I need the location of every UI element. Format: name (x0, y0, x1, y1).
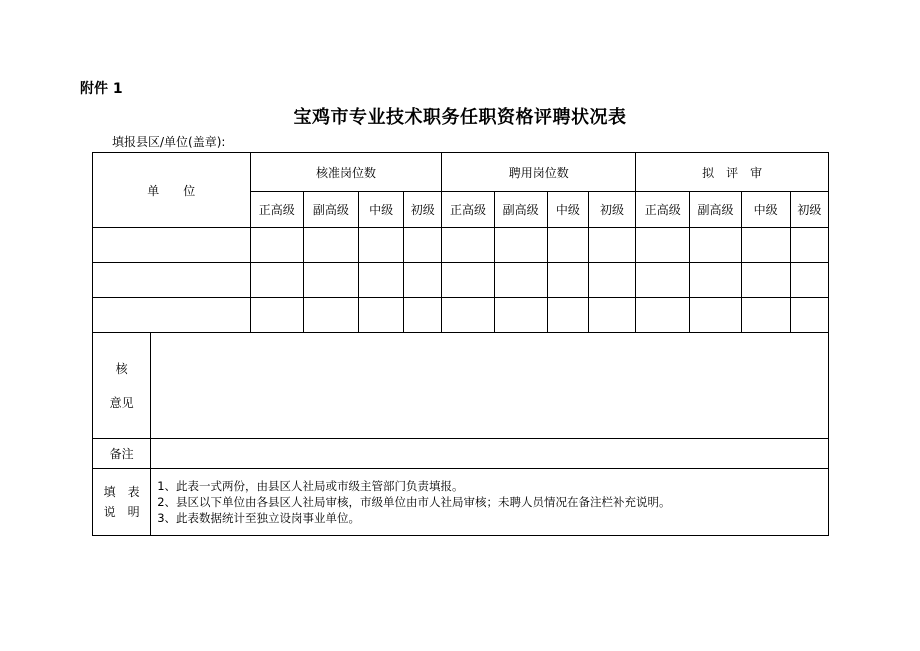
qualification-table (92, 152, 829, 536)
unit-header: 单 位 (93, 153, 251, 228)
data-cell[interactable] (690, 263, 741, 298)
instruction-item: 2、县区以下单位由各县区人社局审核，市级单位由市人社局审核；未聘人员情况在备注栏补充说明。 (157, 495, 671, 509)
data-cell[interactable] (250, 298, 303, 333)
data-cell[interactable] (790, 263, 828, 298)
group-header-row (93, 153, 829, 192)
instructions-text (151, 469, 829, 536)
data-cell[interactable] (741, 263, 790, 298)
instruction-item: 3、此表数据统计至独立设岗事业单位。 (157, 511, 361, 525)
level-header: 副高级 (303, 192, 358, 228)
opinion-label-line-1: 核 (115, 361, 128, 376)
data-cell[interactable] (303, 228, 358, 263)
level-header: 副高级 (494, 192, 547, 228)
level-header: 正高级 (442, 192, 494, 228)
level-header: 正高级 (250, 192, 303, 228)
data-cell[interactable] (359, 263, 404, 298)
data-cell[interactable] (404, 228, 442, 263)
data-cell[interactable] (359, 228, 404, 263)
opinion-label (93, 333, 151, 439)
data-cell[interactable] (790, 228, 828, 263)
unit-cell[interactable] (93, 263, 251, 298)
group-header-to-review: 拟 评 审 (636, 153, 829, 192)
form-title: 宝鸡市专业技术职务任职资格评聘状况表 (293, 107, 627, 128)
data-cell[interactable] (494, 263, 547, 298)
level-header: 中级 (359, 192, 404, 228)
group-header-employed: 聘用岗位数 (442, 153, 636, 192)
data-cell[interactable] (790, 298, 828, 333)
data-cell[interactable] (636, 298, 690, 333)
data-cell[interactable] (404, 298, 442, 333)
data-cell[interactable] (547, 298, 588, 333)
data-cell[interactable] (547, 263, 588, 298)
level-header: 中级 (741, 192, 790, 228)
opinion-label-line-2: 意见 (109, 395, 134, 410)
level-header: 初级 (588, 192, 635, 228)
data-cell[interactable] (690, 298, 741, 333)
data-cell[interactable] (636, 263, 690, 298)
remarks-label: 备注 (93, 439, 151, 469)
data-cell[interactable] (741, 228, 790, 263)
data-cell[interactable] (588, 263, 635, 298)
remarks-row (93, 439, 829, 469)
instructions-label-line-1: 填 表 (103, 485, 140, 499)
data-cell[interactable] (690, 228, 741, 263)
data-cell[interactable] (741, 298, 790, 333)
instructions-label-line-2: 说 明 (103, 505, 140, 519)
data-cell[interactable] (359, 298, 404, 333)
data-cell[interactable] (494, 228, 547, 263)
data-cell[interactable] (303, 263, 358, 298)
data-cell[interactable] (303, 298, 358, 333)
level-header: 初级 (404, 192, 442, 228)
data-cell[interactable] (442, 298, 494, 333)
instruction-item: 1、此表一式两份，由县区人社局或市级主管部门负责填报。 (157, 479, 464, 493)
unit-cell[interactable] (93, 228, 251, 263)
attachment-label: 附件 1 (80, 81, 123, 97)
table-row (93, 228, 829, 263)
data-cell[interactable] (250, 263, 303, 298)
table-row (93, 263, 829, 298)
data-cell[interactable] (442, 263, 494, 298)
remarks-field[interactable] (151, 439, 829, 469)
data-cell[interactable] (588, 228, 635, 263)
fill-in-unit-label: 填报县区/单位(盖章): (112, 135, 226, 149)
opinion-row (93, 333, 829, 439)
data-cell[interactable] (547, 228, 588, 263)
level-header: 初级 (790, 192, 828, 228)
level-header: 正高级 (636, 192, 690, 228)
table-row (93, 298, 829, 333)
data-cell[interactable] (494, 298, 547, 333)
level-header: 副高级 (690, 192, 741, 228)
instructions-label (93, 469, 151, 536)
opinion-field[interactable] (151, 333, 829, 439)
data-cell[interactable] (442, 228, 494, 263)
unit-cell[interactable] (93, 298, 251, 333)
instructions-row (93, 469, 829, 536)
data-cell[interactable] (588, 298, 635, 333)
group-header-approved: 核准岗位数 (250, 153, 442, 192)
level-header: 中级 (547, 192, 588, 228)
data-cell[interactable] (636, 228, 690, 263)
data-cell[interactable] (250, 228, 303, 263)
data-cell[interactable] (404, 263, 442, 298)
